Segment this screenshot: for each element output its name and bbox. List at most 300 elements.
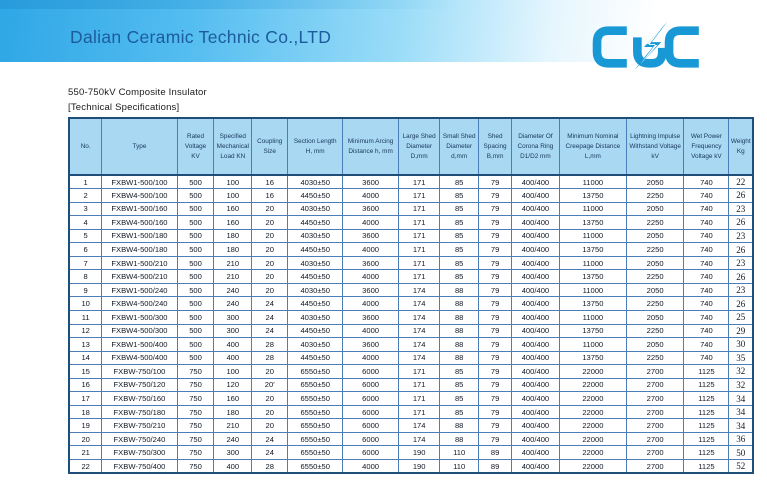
table-cell: 6550±50 <box>288 405 343 419</box>
table-cell: 21 <box>69 446 102 460</box>
table-cell: 22000 <box>559 392 626 406</box>
table-cell: 20 <box>252 283 288 297</box>
table-cell: 23 <box>729 256 753 270</box>
table-cell: 750 <box>177 365 214 379</box>
table-row <box>69 432 753 446</box>
table-cell: 6550±50 <box>288 392 343 406</box>
table-cell: 4000 <box>343 216 399 230</box>
table-cell: 24 <box>252 297 288 311</box>
table-row <box>69 297 753 311</box>
table-cell: 6550±50 <box>288 459 343 473</box>
table-cell: 174 <box>399 324 440 338</box>
table-cell: 400/400 <box>511 419 559 433</box>
table-cell: 6000 <box>343 365 399 379</box>
table-cell: 88 <box>440 310 479 324</box>
table-cell: 4000 <box>343 270 399 284</box>
table-cell: 20 <box>252 216 288 230</box>
column-header: Large Shed Diameter D,mm <box>399 118 440 175</box>
table-cell: 1125 <box>684 459 729 473</box>
table-cell: 10 <box>69 297 102 311</box>
table-cell: 6000 <box>343 405 399 419</box>
table-cell: 30 <box>729 338 753 352</box>
table-cell: 11000 <box>559 202 626 216</box>
table-cell: 13750 <box>559 243 626 257</box>
table-cell: 400/400 <box>511 310 559 324</box>
table-cell: 23 <box>729 283 753 297</box>
table-cell: 85 <box>440 216 479 230</box>
company-title: Dalian Ceramic Technic Co.,LTD <box>70 27 332 47</box>
table-cell: 171 <box>399 270 440 284</box>
table-cell: FXBW1-500/240 <box>102 283 177 297</box>
doc-title: 550-750kV Composite Insulator <box>68 87 207 98</box>
table-cell: 400/400 <box>511 338 559 352</box>
table-cell: 2700 <box>626 432 683 446</box>
table-cell: 400/400 <box>511 297 559 311</box>
table-cell: 28 <box>252 459 288 473</box>
table-cell: 174 <box>399 432 440 446</box>
table-cell: 740 <box>684 202 729 216</box>
table-cell: 6000 <box>343 419 399 433</box>
table-cell: 2050 <box>626 256 683 270</box>
column-header: Type <box>102 118 177 175</box>
table-cell: 400 <box>214 459 252 473</box>
table-cell: 750 <box>177 432 214 446</box>
table-cell: 171 <box>399 378 440 392</box>
table-cell: 2250 <box>626 216 683 230</box>
table-cell: 4000 <box>343 351 399 365</box>
table-cell: 171 <box>399 392 440 406</box>
table-cell: 4030±50 <box>288 310 343 324</box>
table-cell: 13750 <box>559 270 626 284</box>
table-cell: 79 <box>479 297 512 311</box>
table-cell: 11000 <box>559 310 626 324</box>
table-cell: 4000 <box>343 459 399 473</box>
table-cell: 400/400 <box>511 243 559 257</box>
table-cell: 3 <box>69 202 102 216</box>
table-cell: 500 <box>177 324 214 338</box>
table-cell: 20 <box>252 419 288 433</box>
table-cell: 4030±50 <box>288 256 343 270</box>
column-header: Weight Kg <box>729 118 753 175</box>
table-cell: 79 <box>479 338 512 352</box>
table-cell: 750 <box>177 405 214 419</box>
table-cell: FXBW1-500/210 <box>102 256 177 270</box>
table-cell: 500 <box>177 270 214 284</box>
table-cell: 79 <box>479 324 512 338</box>
table-cell: 500 <box>177 310 214 324</box>
table-row <box>69 202 753 216</box>
table-cell: 2050 <box>626 338 683 352</box>
table-cell: 174 <box>399 310 440 324</box>
table-cell: 400/400 <box>511 229 559 243</box>
table-cell: 740 <box>684 175 729 189</box>
table-cell: 13750 <box>559 324 626 338</box>
table-cell: 174 <box>399 283 440 297</box>
table-cell: 400/400 <box>511 392 559 406</box>
table-cell: 3600 <box>343 175 399 189</box>
table-cell: 300 <box>214 310 252 324</box>
table-cell: 7 <box>69 256 102 270</box>
table-cell: 171 <box>399 256 440 270</box>
table-cell: 3600 <box>343 338 399 352</box>
table-cell: 88 <box>440 419 479 433</box>
table-cell: 79 <box>479 378 512 392</box>
table-cell: 13750 <box>559 189 626 203</box>
table-cell: 180 <box>214 405 252 419</box>
table-cell: 6000 <box>343 432 399 446</box>
table-cell: FXBW-750/210 <box>102 419 177 433</box>
table-row <box>69 351 753 365</box>
table-cell: 79 <box>479 229 512 243</box>
table-cell: 35 <box>729 351 753 365</box>
table-cell: 16 <box>69 378 102 392</box>
table-cell: 1125 <box>684 378 729 392</box>
table-cell: 171 <box>399 189 440 203</box>
table-cell: FXBW4-500/180 <box>102 243 177 257</box>
table-cell: 3600 <box>343 229 399 243</box>
table-cell: 500 <box>177 189 214 203</box>
table-cell: 210 <box>214 419 252 433</box>
table-cell: 79 <box>479 405 512 419</box>
table-cell: 32 <box>729 365 753 379</box>
table-cell: 400/400 <box>511 324 559 338</box>
table-cell: 500 <box>177 216 214 230</box>
table-cell: FXBW4-500/400 <box>102 351 177 365</box>
table-row <box>69 338 753 352</box>
table-cell: 400/400 <box>511 256 559 270</box>
table-cell: 171 <box>399 202 440 216</box>
table-cell: 3600 <box>343 310 399 324</box>
table-cell: 740 <box>684 256 729 270</box>
table-cell: 20' <box>252 378 288 392</box>
table-row <box>69 405 753 419</box>
table-cell: FXBW-750/300 <box>102 446 177 460</box>
table-cell: 17 <box>69 392 102 406</box>
table-cell: 85 <box>440 365 479 379</box>
table-cell: 750 <box>177 419 214 433</box>
table-cell: 500 <box>177 283 214 297</box>
table-cell: 2700 <box>626 405 683 419</box>
table-row <box>69 365 753 379</box>
table-cell: 740 <box>684 297 729 311</box>
table-cell: 1 <box>69 175 102 189</box>
table-cell: 79 <box>479 283 512 297</box>
table-cell: 1125 <box>684 365 729 379</box>
table-cell: 210 <box>214 270 252 284</box>
table-cell: 100 <box>214 365 252 379</box>
table-row <box>69 243 753 257</box>
table-cell: 174 <box>399 419 440 433</box>
table-cell: 6550±50 <box>288 432 343 446</box>
table-cell: 20 <box>252 243 288 257</box>
table-cell: 4030±50 <box>288 338 343 352</box>
table-cell: 3600 <box>343 256 399 270</box>
table-cell: 740 <box>684 243 729 257</box>
table-cell: 300 <box>214 324 252 338</box>
table-cell: 50 <box>729 446 753 460</box>
table-cell: 11000 <box>559 229 626 243</box>
table-cell: 4450±50 <box>288 216 343 230</box>
table-cell: FXBW-750/120 <box>102 378 177 392</box>
table-cell: 79 <box>479 243 512 257</box>
table-row <box>69 310 753 324</box>
table-cell: 500 <box>177 297 214 311</box>
table-cell: 26 <box>729 216 753 230</box>
table-cell: 5 <box>69 229 102 243</box>
table-cell: 160 <box>214 392 252 406</box>
table-cell: FXBW1-500/400 <box>102 338 177 352</box>
table-cell: FXBW4-500/210 <box>102 270 177 284</box>
table-cell: 52 <box>729 459 753 473</box>
table-cell: 11000 <box>559 283 626 297</box>
table-cell: 19 <box>69 419 102 433</box>
table-cell: 4450±50 <box>288 243 343 257</box>
table-cell: 160 <box>214 202 252 216</box>
spec-table-header-row <box>69 118 753 175</box>
table-cell: 171 <box>399 405 440 419</box>
table-cell: 2250 <box>626 351 683 365</box>
table-cell: FXBW4-500/160 <box>102 216 177 230</box>
table-cell: 85 <box>440 175 479 189</box>
table-cell: 24 <box>252 446 288 460</box>
table-cell: 9 <box>69 283 102 297</box>
doc-subtitle: [Technical Specifications] <box>68 102 180 113</box>
table-cell: 3600 <box>343 202 399 216</box>
table-row <box>69 189 753 203</box>
table-cell: 4450±50 <box>288 324 343 338</box>
table-cell: 750 <box>177 446 214 460</box>
table-cell: 26 <box>729 297 753 311</box>
table-cell: 4450±50 <box>288 189 343 203</box>
table-cell: 400/400 <box>511 365 559 379</box>
table-cell: 34 <box>729 392 753 406</box>
column-header: Coupling Size <box>252 118 288 175</box>
table-cell: 740 <box>684 229 729 243</box>
table-cell: 6550±50 <box>288 365 343 379</box>
table-cell: 240 <box>214 297 252 311</box>
table-cell: 11 <box>69 310 102 324</box>
table-cell: 500 <box>177 229 214 243</box>
table-cell: 400/400 <box>511 175 559 189</box>
table-cell: 20 <box>252 256 288 270</box>
table-cell: 4030±50 <box>288 229 343 243</box>
table-cell: 500 <box>177 256 214 270</box>
table-cell: 1125 <box>684 419 729 433</box>
table-cell: 740 <box>684 324 729 338</box>
table-cell: 1125 <box>684 405 729 419</box>
table-cell: 100 <box>214 189 252 203</box>
table-cell: 89 <box>479 459 512 473</box>
table-cell: 22000 <box>559 446 626 460</box>
table-cell: 20 <box>252 405 288 419</box>
table-cell: 2050 <box>626 283 683 297</box>
table-cell: FXBW-750/160 <box>102 392 177 406</box>
table-cell: 26 <box>729 270 753 284</box>
table-cell: 400/400 <box>511 283 559 297</box>
table-row <box>69 378 753 392</box>
table-cell: 22000 <box>559 405 626 419</box>
table-cell: 120 <box>214 378 252 392</box>
table-cell: 400/400 <box>511 216 559 230</box>
table-cell: FXBW1-500/160 <box>102 202 177 216</box>
table-cell: FXBW4-500/240 <box>102 297 177 311</box>
table-cell: 22 <box>69 459 102 473</box>
table-cell: 4450±50 <box>288 297 343 311</box>
spec-table-body <box>69 175 753 473</box>
table-cell: 4450±50 <box>288 351 343 365</box>
table-cell: FXBW4-500/100 <box>102 189 177 203</box>
table-cell: 500 <box>177 175 214 189</box>
table-cell: 4000 <box>343 324 399 338</box>
table-cell: 85 <box>440 378 479 392</box>
table-cell: 2700 <box>626 365 683 379</box>
table-cell: 750 <box>177 392 214 406</box>
table-cell: 174 <box>399 338 440 352</box>
table-cell: 2250 <box>626 324 683 338</box>
table-cell: 6000 <box>343 392 399 406</box>
table-cell: 85 <box>440 270 479 284</box>
table-cell: 2050 <box>626 202 683 216</box>
table-cell: 400 <box>214 338 252 352</box>
table-cell: 20 <box>252 392 288 406</box>
table-cell: FXBW1-500/100 <box>102 175 177 189</box>
table-cell: 400/400 <box>511 189 559 203</box>
table-cell: 500 <box>177 243 214 257</box>
table-cell: 1125 <box>684 446 729 460</box>
column-header: Shed Spacing B,mm <box>479 118 512 175</box>
table-cell: 22000 <box>559 419 626 433</box>
table-cell: 79 <box>479 365 512 379</box>
table-cell: 171 <box>399 243 440 257</box>
table-cell: 22000 <box>559 378 626 392</box>
table-cell: 20 <box>252 202 288 216</box>
table-cell: 210 <box>214 256 252 270</box>
table-cell: 14 <box>69 351 102 365</box>
table-cell: 85 <box>440 202 479 216</box>
column-header: Small Shed Diameter d,mm <box>440 118 479 175</box>
table-cell: 174 <box>399 351 440 365</box>
table-cell: 500 <box>177 338 214 352</box>
table-cell: 26 <box>729 243 753 257</box>
table-cell: 88 <box>440 297 479 311</box>
table-cell: 2250 <box>626 270 683 284</box>
table-cell: 4 <box>69 216 102 230</box>
table-row <box>69 459 753 473</box>
table-row <box>69 216 753 230</box>
table-cell: 400/400 <box>511 351 559 365</box>
table-cell: FXBW-750/100 <box>102 365 177 379</box>
table-cell: 13750 <box>559 216 626 230</box>
column-header: Section Length H, mm <box>288 118 343 175</box>
table-cell: FXBW4-500/300 <box>102 324 177 338</box>
table-cell: 110 <box>440 446 479 460</box>
table-cell: 79 <box>479 392 512 406</box>
table-cell: 22 <box>729 175 753 189</box>
table-row <box>69 392 753 406</box>
table-cell: 500 <box>177 351 214 365</box>
table-cell: 171 <box>399 216 440 230</box>
table-cell: 29 <box>729 324 753 338</box>
table-cell: 22000 <box>559 365 626 379</box>
table-cell: 24 <box>252 324 288 338</box>
table-cell: 85 <box>440 405 479 419</box>
table-row <box>69 270 753 284</box>
table-cell: 4030±50 <box>288 283 343 297</box>
table-cell: 4000 <box>343 297 399 311</box>
table-cell: 24 <box>252 432 288 446</box>
table-cell: 100 <box>214 175 252 189</box>
table-cell: 3600 <box>343 283 399 297</box>
spec-table-head <box>69 118 753 175</box>
table-cell: 174 <box>399 297 440 311</box>
table-cell: 2700 <box>626 392 683 406</box>
table-cell: 20 <box>69 432 102 446</box>
table-cell: 2700 <box>626 419 683 433</box>
table-cell: 6000 <box>343 446 399 460</box>
table-cell: 4450±50 <box>288 270 343 284</box>
table-cell: 2050 <box>626 310 683 324</box>
table-cell: 79 <box>479 432 512 446</box>
column-header: Minimum Arcing Distance h, mm <box>343 118 399 175</box>
table-cell: 1125 <box>684 432 729 446</box>
table-cell: 22000 <box>559 432 626 446</box>
column-header: Lightning Impulse Withstand Voltage kV <box>626 118 683 175</box>
table-cell: 180 <box>214 243 252 257</box>
table-cell: 740 <box>684 216 729 230</box>
column-header: Wet Power Frequency Voltage kV <box>684 118 729 175</box>
table-cell: 22000 <box>559 459 626 473</box>
table-cell: 6000 <box>343 378 399 392</box>
table-cell: 20 <box>252 229 288 243</box>
table-cell: 79 <box>479 189 512 203</box>
table-cell: 12 <box>69 324 102 338</box>
table-cell: 4030±50 <box>288 175 343 189</box>
table-cell: 36 <box>729 432 753 446</box>
table-cell: 8 <box>69 270 102 284</box>
table-cell: 2700 <box>626 378 683 392</box>
table-cell: 110 <box>440 459 479 473</box>
table-cell: 85 <box>440 392 479 406</box>
table-cell: 400/400 <box>511 446 559 460</box>
table-cell: 34 <box>729 405 753 419</box>
table-cell: 750 <box>177 378 214 392</box>
table-cell: 85 <box>440 189 479 203</box>
table-cell: 16 <box>252 175 288 189</box>
table-cell: 88 <box>440 338 479 352</box>
table-cell: 15 <box>69 365 102 379</box>
table-cell: 23 <box>729 229 753 243</box>
table-row <box>69 283 753 297</box>
table-cell: 79 <box>479 256 512 270</box>
table-cell: 740 <box>684 189 729 203</box>
table-cell: 13750 <box>559 351 626 365</box>
table-cell: 2050 <box>626 229 683 243</box>
table-cell: 11000 <box>559 175 626 189</box>
table-cell: FXBW-750/180 <box>102 405 177 419</box>
table-cell: 6550±50 <box>288 378 343 392</box>
table-cell: 85 <box>440 243 479 257</box>
table-cell: 400 <box>214 351 252 365</box>
table-cell: 23 <box>729 202 753 216</box>
column-header: Specified Mechanical Load KN <box>214 118 252 175</box>
table-cell: 740 <box>684 338 729 352</box>
table-cell: 740 <box>684 351 729 365</box>
table-cell: 180 <box>214 229 252 243</box>
column-header: No. <box>69 118 102 175</box>
table-cell: 79 <box>479 419 512 433</box>
table-cell: 20 <box>252 365 288 379</box>
table-cell: 4030±50 <box>288 202 343 216</box>
